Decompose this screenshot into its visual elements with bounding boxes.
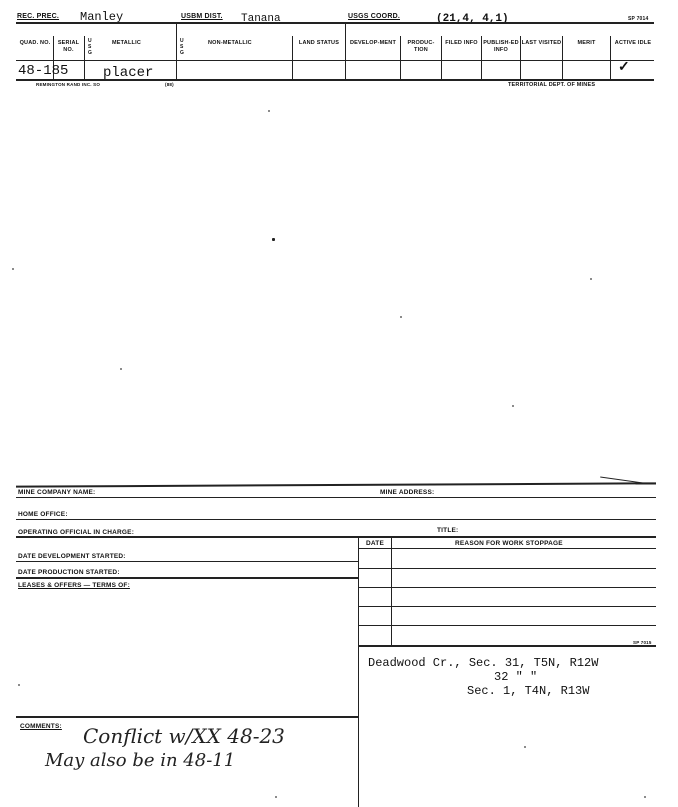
col-div-develop [345,22,346,79]
col-non-metallic: NON-METALLIC [208,40,252,46]
speck [590,278,592,280]
rule-date-prod [16,577,358,579]
row-quad-serial: 48-185 [18,63,69,79]
rule-company [16,497,656,498]
home-office-label: HOME OFFICE: [18,511,68,518]
col-land-status: LAND STATUS [298,40,340,46]
table-bottom-rule [358,645,656,647]
date-col-label: DATE [366,540,385,547]
center-divider [358,538,359,807]
table-row-2 [358,587,656,588]
col-active-idle: ACTIVE IDLE [614,40,652,46]
table-header-rule [358,548,656,549]
speck [512,405,514,407]
col-div-active [610,36,611,79]
rule-home-office [16,519,656,520]
rule-comments [16,716,358,718]
table-row-4 [358,625,656,626]
top-rule-2 [16,60,654,61]
col-merit: MERIT [577,40,596,46]
printer-note: REMINGTON RAND INC. SO [36,82,101,87]
rec-prec-value: Manley [80,10,124,24]
speck [268,110,270,112]
col-usg-right: U S G [180,38,185,56]
usgs-coord-label: USGS COORD. [348,13,400,20]
date-production-label: DATE PRODUCTION STARTED: [18,569,120,576]
speck [644,796,646,798]
rec-prec-label: REC. PREC. [17,13,60,20]
mine-company-label: MINE COMPANY NAME: [18,489,96,496]
col-metallic: METALLIC [112,40,141,46]
title-label: TITLE: [437,527,459,534]
speck [272,238,275,241]
col-quad-no: QUAD. NO. [19,40,51,46]
col-published-info: PUBLISH-ED INFO [483,40,519,53]
usbm-dist-label: USBM DIST. [181,13,223,20]
date-col-divider [391,538,392,646]
usbm-dist-value: Tanana [241,13,281,25]
active-check-mark: ✓ [618,58,630,74]
location-line-2: 32 " " [494,670,538,684]
date-development-label: DATE DEVELOPMENT STARTED: [18,553,126,560]
bottom-top-rule [16,482,656,487]
comment-handwritten-1: Conflict w/XX 48-23 [83,724,285,748]
leases-label: LEASES & OFFERS — TERMS OF: [18,582,130,589]
col-div-usg-left [84,36,85,79]
speck [12,268,14,270]
speck [524,746,526,748]
comment-handwritten-2: May also be in 48-11 [45,750,236,771]
col-serial-no: SERIAL NO. [57,40,80,53]
bottom-form-number: SP 7015 [633,640,652,645]
col-last-visited: LAST VISITED [521,40,562,46]
col-div-nonmetal [176,22,177,79]
top-rule-1 [16,22,654,24]
row-metallic-value: placer [103,65,154,81]
speck [18,684,20,686]
mine-address-label: MINE ADDRESS: [380,489,435,496]
rule-date-dev [16,561,358,562]
operating-official-label: OPERATING OFFICIAL IN CHARGE: [18,529,135,536]
top-form-number: SP 7014 [628,16,649,22]
location-line-3: Sec. 1, T4N, R13W [467,684,590,698]
reason-col-label: REASON FOR WORK STOPPAGE [455,540,563,547]
agency-name: TERRITORIAL DEPT. OF MINES [508,82,596,88]
col-development: DEVELOP-MENT [349,40,397,46]
usgs-coord-value: (21,4, 4,1) [436,13,509,25]
table-row-3 [358,606,656,607]
col-filed-info: FILED INFO [445,40,478,46]
rule-official [16,536,656,538]
comments-label: COMMENTS: [20,723,62,730]
location-line-1: Deadwood Cr., Sec. 31, T5N, R12W [368,656,599,670]
col-production: PRODUC-TION [407,40,435,53]
table-row-1 [358,568,656,569]
col-usg-left: U S G [88,38,93,56]
speck [400,316,402,318]
col-div-land [292,36,293,79]
speck [275,796,277,798]
printer-code: (88) [165,82,174,87]
speck [120,368,122,370]
